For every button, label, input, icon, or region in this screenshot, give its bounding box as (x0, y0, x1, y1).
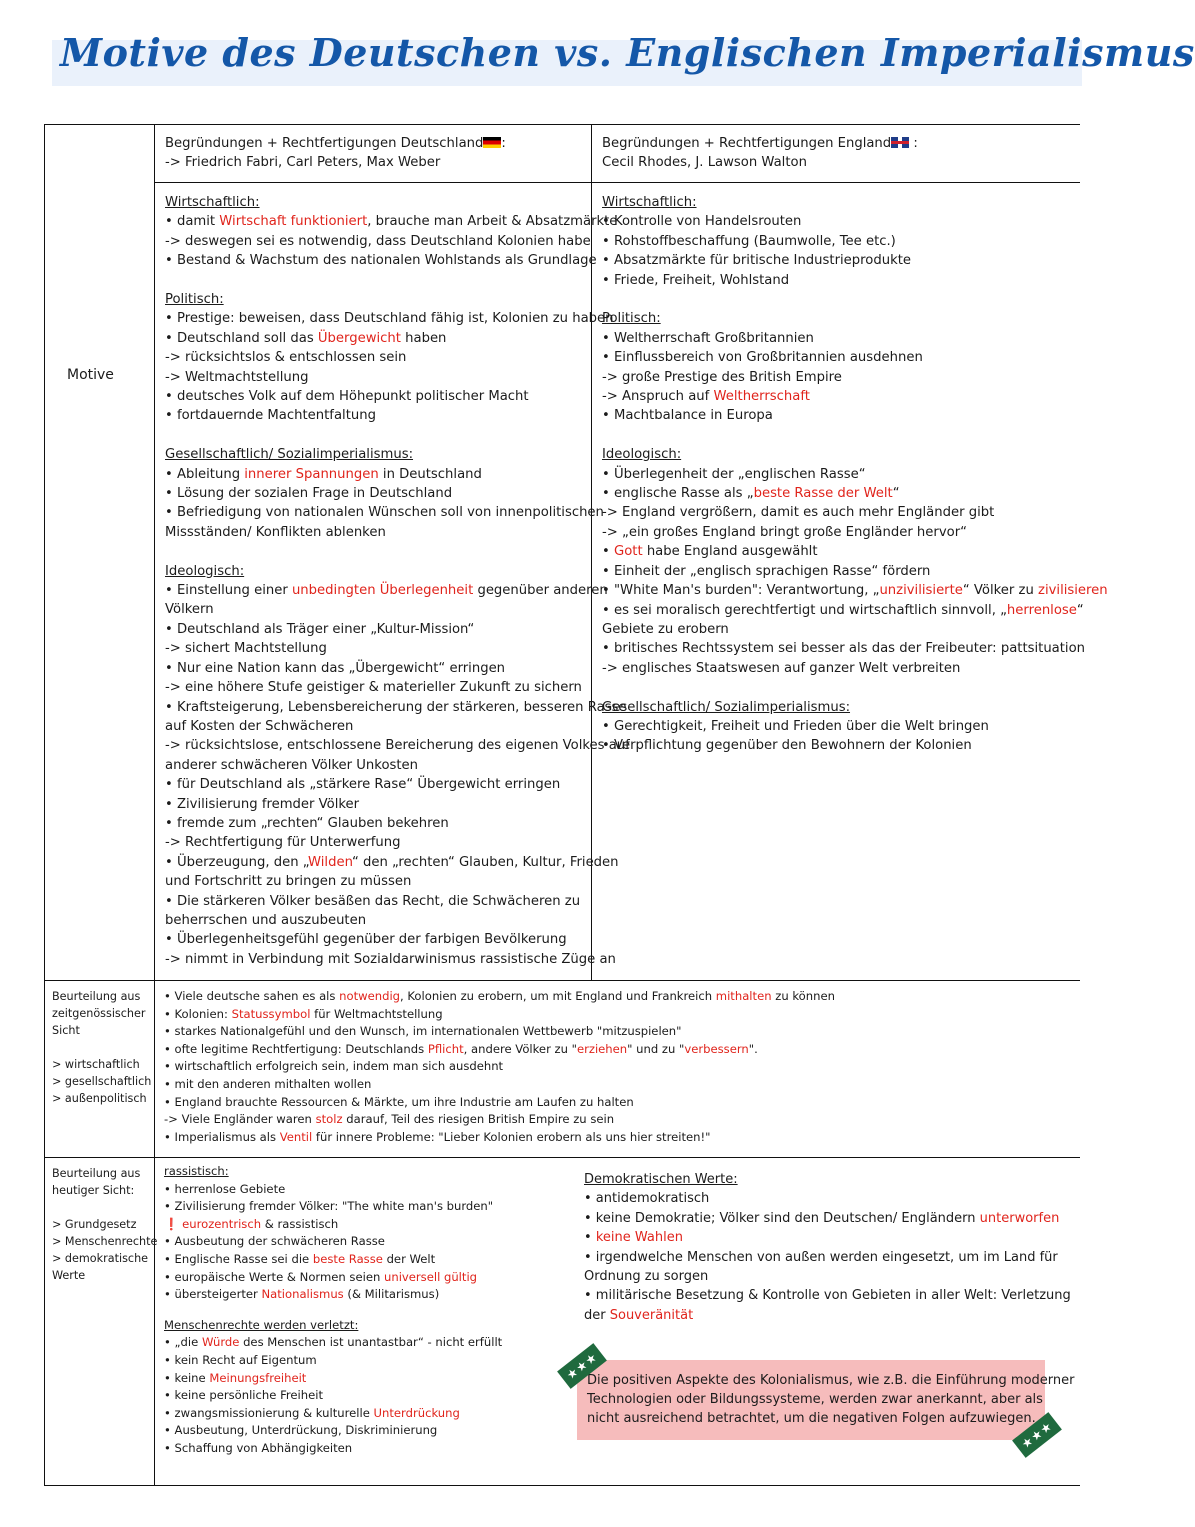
text-line (52, 1199, 157, 1216)
text-segment: • irgendwelche Menschen von außen werden eingesetzt, um im Land für (584, 1249, 1058, 1265)
text-segment: • mit den anderen mithalten wollen (164, 1076, 372, 1091)
text-segment: beherrschen und auszubeuten (165, 912, 367, 928)
text-segment: • für Deutschland als „stärkere Rase“ Übergewicht erringen (165, 777, 561, 793)
text-segment: zu können (771, 989, 835, 1003)
text-line (165, 387, 630, 406)
text-segment: • Überlegenheit der „englischen Rasse“ (602, 466, 866, 482)
text-line (164, 1058, 835, 1076)
text-segment: -> „ein großes England bringt große Engländer hervor“ (602, 524, 967, 540)
text-line (165, 736, 630, 755)
text-segment: • Imperialismus als (164, 1129, 280, 1144)
highlighted-text: unterworfen (979, 1210, 1060, 1226)
text-segment: • Ableitung (165, 466, 245, 482)
text-segment: • Kolonien: (164, 1006, 232, 1021)
text-segment: • keine (164, 1370, 210, 1385)
table-border-top (44, 124, 1080, 125)
highlighted-text: Souveränität (609, 1307, 694, 1323)
text-segment: • damit (165, 214, 220, 230)
text-segment: • ofte legitime Rechtfertigung: Deutschlands (164, 1041, 428, 1056)
text-segment: -> deswegen sei es notwendig, dass Deutschland Kolonien habe (165, 233, 591, 249)
text-segment: • kein Recht auf Eigentum (164, 1352, 317, 1367)
text-line (602, 212, 1108, 231)
header-germany-title: Begründungen + Rechtfertigungen Deutschland (165, 136, 484, 151)
section-heading: Demokratischen Werte: (584, 1172, 738, 1187)
text-line (164, 1198, 502, 1216)
text-segment: • (602, 544, 614, 560)
text-segment: , andere Völker zu " (463, 1041, 577, 1056)
text-segment: • fortdauernde Machtentfaltung (165, 408, 376, 424)
text-segment: “ (892, 486, 900, 502)
text-segment: • übersteigerter (164, 1287, 262, 1302)
text-line (165, 426, 630, 445)
text-line (164, 1251, 502, 1269)
row-divider-1 (44, 980, 1080, 981)
text-line (602, 562, 1108, 581)
text-line (602, 639, 1108, 658)
text-line (164, 1111, 835, 1129)
highlighted-text: Pflicht (427, 1041, 464, 1056)
text-line (165, 212, 630, 231)
text-line (164, 1334, 502, 1352)
text-line (165, 950, 630, 969)
text-segment: • zwangsmissionierung & kulturelle (164, 1405, 374, 1420)
text-segment: • Friede, Freiheit, Wohlstand (602, 272, 790, 288)
text-segment: Missständen/ Konflikten ablenken (165, 524, 386, 540)
text-line (602, 736, 1108, 755)
text-segment: • Kraftsteigerung, Lebensbereicherung der stärkeren, besseren Rasse (165, 699, 627, 715)
text-line (165, 271, 630, 290)
text-segment: • Rohstoffbeschaffung (Baumwolle, Tee etc.) (602, 233, 896, 249)
text-segment: -> England vergrößern, damit es auch mehr Engländer gibt (602, 505, 995, 521)
text-line (165, 930, 630, 949)
text-line (165, 853, 630, 872)
text-segment: und Fortschritt zu bringen zu müssen (165, 874, 412, 890)
text-segment: • Weltherrschaft Großbritannien (602, 330, 814, 346)
row-label-motive: Motive (67, 367, 114, 383)
text-segment: • fremde zum „rechten“ Glauben bekehren (165, 815, 449, 831)
header-england-title: Begründungen + Rechtfertigungen England (602, 136, 892, 151)
highlighted-text: universell gültig (384, 1269, 478, 1284)
text-line (164, 1181, 502, 1199)
text-segment: der Welt (382, 1251, 436, 1266)
text-line (165, 232, 630, 251)
text-line (165, 600, 630, 619)
text-segment: • antidemokratisch (584, 1191, 710, 1207)
note-text (587, 1371, 1075, 1428)
highlighted-text: Würde (201, 1335, 240, 1350)
highlighted-text: notwendig (339, 989, 401, 1003)
header-germany-authors: -> Friedrich Fabri, Carl Peters, Max Weber (165, 155, 441, 171)
text-line: Die positiven Aspekte des Kolonialismus, wie z.B. die Einführung moderner (587, 1373, 1075, 1388)
highlighted-text: Ventil (279, 1129, 313, 1144)
text-line (164, 1076, 835, 1094)
text-segment: • Zivilisierung fremder Völker (165, 796, 360, 812)
text-segment: -> sichert Machtstellung (165, 641, 327, 657)
text-segment: anderer schwächeren Völker Unkosten (165, 757, 419, 773)
text-segment: haben (400, 330, 447, 346)
text-line (602, 601, 1108, 620)
text-line: heutiger Sicht: (52, 1184, 135, 1197)
text-line (165, 368, 630, 387)
text-line (584, 1228, 1071, 1247)
modern-view-left (164, 1163, 502, 1458)
text-line (165, 445, 630, 464)
table-border-left (44, 124, 45, 1486)
text-segment: • Schaffung von Abhängigkeiten (164, 1440, 353, 1455)
text-line (602, 426, 1108, 445)
section-heading: Ideologisch: (602, 447, 682, 463)
text-segment: des Menschen ist unantastbar“ - nicht erfüllt (239, 1335, 503, 1350)
text-line (164, 1129, 835, 1147)
text-line (164, 1352, 502, 1370)
text-segment: • Viele deutsche sahen es als (164, 989, 340, 1003)
text-segment: • Einheit der „englisch sprachigen Rasse“ fördern (602, 563, 931, 579)
text-segment: • keine Demokratie; Völker sind den Deutschen/ Engländern (584, 1210, 980, 1226)
text-line (165, 309, 630, 328)
table-border-bottom (44, 1485, 1080, 1486)
row-label-zeitgenoessisch (52, 988, 151, 1107)
text-segment: -> eine höhere Stufe geistiger & materieller Zukunft zu sichern (165, 680, 582, 696)
contemporary-view (164, 988, 835, 1146)
text-line (584, 1267, 1071, 1286)
highlighted-text: herrenlose (1006, 602, 1077, 618)
highlighted-text: Meinungsfreiheit (209, 1370, 307, 1385)
text-line (164, 1422, 502, 1440)
highlighted-text: eurozentrisch (182, 1216, 262, 1231)
text-line (602, 406, 1108, 425)
text-segment: • Deutschland soll das (165, 330, 318, 346)
text-line: zeitgenössischer (52, 1007, 146, 1020)
text-segment: • herrenlose Gebiete (164, 1181, 286, 1196)
text-line (602, 678, 1108, 697)
header-germany: Begründungen + Rechtfertigungen Deutschland : -> Friedrich Fabri, Carl Peters, Max Weber (165, 134, 506, 173)
washi-tape-bottom-right: ★★★ (1012, 1412, 1062, 1458)
section-heading: Gesellschaftlich/ Sozialimperialismus: (602, 699, 851, 715)
highlighted-text: Gott (613, 544, 643, 560)
section-heading: Wirtschaftlich: (602, 195, 697, 210)
modern-view-right (584, 1170, 1071, 1325)
text-segment: darauf, Teil des riesigen British Empire zu sein (342, 1112, 615, 1127)
text-segment: • wirtschaftlich erfolgreich sein, indem man sich ausdehnt (164, 1059, 504, 1074)
text-line (165, 698, 630, 717)
text-segment: • Absatzmärkte für britische Industrieprodukte (602, 253, 911, 269)
text-line (165, 892, 630, 911)
text-segment: Gebiete zu erobern (602, 621, 729, 637)
text-line (165, 756, 630, 775)
text-segment: • Einflussbereich von Großbritannien ausdehnen (602, 350, 923, 366)
text-line (602, 251, 1108, 270)
section-heading: Politisch: (165, 292, 224, 308)
text-line: Beurteilung aus (52, 990, 141, 1003)
text-line (584, 1189, 1071, 1208)
text-segment: • Bestand & Wachstum des nationalen Wohlstands als Grundlage (165, 253, 597, 269)
highlighted-text: erziehen (576, 1041, 628, 1056)
text-segment: • Ausbeutung, Unterdrückung, Diskriminierung (164, 1423, 438, 1438)
text-line (602, 620, 1108, 639)
text-line (602, 368, 1108, 387)
text-line (602, 348, 1108, 367)
german-flag-icon (483, 137, 501, 148)
text-line (165, 290, 630, 309)
text-segment: “ (1076, 602, 1084, 618)
text-line (165, 620, 630, 639)
text-segment: • Englische Rasse sei die (164, 1251, 313, 1266)
text-line (165, 406, 630, 425)
text-line (602, 503, 1108, 522)
text-segment: , brauche man Arbeit & Absatzmärkte (367, 214, 618, 230)
text-line (165, 717, 630, 736)
germany-motives (165, 193, 630, 969)
text-line (164, 1094, 835, 1112)
text-segment: habe England ausgewählt (642, 544, 818, 560)
text-line (584, 1170, 1071, 1189)
highlighted-text: Statussymbol (231, 1006, 311, 1021)
text-segment: , Kolonien zu erobern, um mit England und Frankreich (400, 989, 716, 1003)
british-flag-icon (891, 137, 909, 148)
text-line: Technologien oder Bildungssysteme, werden zwar anerkannt, aber als (587, 1392, 1043, 1407)
text-line (602, 523, 1108, 542)
text-line (164, 1317, 502, 1335)
text-segment: • Die stärkeren Völker besäßen das Recht, die Schwächeren zu (165, 893, 581, 909)
highlighted-text: Weltherrschaft (713, 389, 810, 405)
text-line (584, 1286, 1071, 1305)
text-segment: • "White Man's burden": Verantwortung, „ (602, 583, 880, 599)
text-line (164, 1370, 502, 1388)
highlighted-text: mithalten (715, 989, 772, 1003)
text-segment: • Zivilisierung fremder Völker: "The white man's burden" (164, 1199, 494, 1214)
text-segment: • Lösung der sozialen Frage in Deutschland (165, 486, 453, 502)
text-line (165, 329, 630, 348)
text-segment: (& Militarismus) (343, 1287, 440, 1302)
text-segment: " und zu " (627, 1041, 685, 1056)
highlighted-text: Nationalismus (261, 1287, 344, 1302)
row-divider-2 (44, 1157, 1080, 1158)
section-heading: Politisch: (602, 311, 661, 327)
text-segment: • Ausbeutung der schwächeren Rasse (164, 1234, 385, 1249)
highlighted-text: verbessern (684, 1041, 749, 1056)
text-line (164, 1023, 835, 1041)
text-line (165, 581, 630, 600)
text-line (164, 1405, 502, 1423)
text-segment: • (584, 1230, 596, 1246)
text-line (164, 1216, 502, 1234)
section-heading: Menschenrechte werden verletzt: (164, 1317, 359, 1332)
text-line (164, 988, 835, 1006)
text-line (165, 523, 630, 542)
text-line: Beurteilung aus (52, 1167, 141, 1180)
text-line (165, 503, 630, 522)
text-segment: • Machtbalance in Europa (602, 408, 773, 424)
text-line (602, 659, 1108, 678)
text-line (164, 1006, 835, 1024)
text-segment: “ Völker zu (962, 583, 1039, 599)
text-line (165, 872, 630, 891)
text-line: > wirtschaftlich (52, 1058, 140, 1071)
text-segment: ". (748, 1041, 758, 1056)
text-line (602, 193, 1108, 212)
text-line (584, 1248, 1071, 1267)
text-segment: • England brauchte Ressourcen & Märkte, um ihre Industrie am Laufen zu halten (164, 1094, 634, 1109)
section-heading: Ideologisch: (165, 563, 245, 579)
text-line (602, 271, 1108, 290)
text-segment: -> rücksichtslos & entschlossen sein (165, 350, 407, 366)
text-segment: • britisches Rechtssystem sei besser als das der Freibeuter: pattsituation (602, 641, 1086, 657)
highlighted-text: innerer Spannungen (244, 466, 379, 482)
text-segment: -> Viele Engländer waren (164, 1112, 316, 1127)
text-line: nicht ausreichend betrachtet, um die negativen Folgen aufzuwiegen. (587, 1411, 1036, 1426)
highlighted-text: Unterdrückung (373, 1405, 460, 1420)
text-segment: -> Rechtfertigung für Unterwerfung (165, 835, 401, 851)
text-segment: • Prestige: beweisen, dass Deutschland fähig ist, Kolonien zu haben (165, 311, 614, 327)
highlighted-text: Wilden (308, 854, 352, 870)
text-segment: auf Kosten der Schwächeren (165, 718, 354, 734)
text-segment: für Weltmachtstellung (310, 1006, 443, 1021)
text-segment: -> große Prestige des British Empire (602, 369, 842, 385)
highlighted-text: unzivilisierte (879, 583, 963, 599)
text-line: > gesellschaftlich (52, 1075, 152, 1088)
text-segment: -> nimmt in Verbindung mit Sozialdarwinismus rassistische Züge an (165, 951, 616, 967)
text-segment: • Befriedigung von nationalen Wünschen soll von innenpolitischen (165, 505, 604, 521)
text-segment: für innere Probleme: "Lieber Kolonien erobern als uns hier streiten!" (312, 1129, 711, 1144)
washi-tape-top-left: ★★★ (557, 1343, 607, 1389)
row-label-heutig (52, 1165, 157, 1284)
text-line (165, 775, 630, 794)
highlighted-text: zivilisieren (1038, 583, 1108, 599)
text-segment: -> Weltmachtstellung (165, 369, 309, 385)
text-line (602, 484, 1108, 503)
highlighted-text: Wirtschaft funktioniert (219, 214, 368, 230)
england-motives (602, 193, 1108, 756)
text-line (602, 698, 1108, 717)
text-line (164, 1041, 835, 1059)
text-line (165, 465, 630, 484)
text-line: > außenpolitisch (52, 1092, 147, 1105)
text-line: > Menschenrechte (52, 1235, 158, 1248)
text-line (602, 232, 1108, 251)
highlighted-text: beste Rasse (312, 1251, 383, 1266)
text-line: Werte (52, 1269, 86, 1282)
text-segment: • Deutschland als Träger einer „Kultur-Mission“ (165, 621, 475, 637)
text-segment: Völkern (165, 602, 214, 618)
text-line (165, 659, 630, 678)
text-line (602, 581, 1108, 600)
text-line: > Grundgesetz (52, 1218, 137, 1231)
text-line (602, 309, 1108, 328)
text-line (602, 542, 1108, 561)
highlighted-text: stolz (315, 1112, 343, 1127)
text-segment: • europäische Werte & Normen seien (164, 1269, 384, 1284)
text-segment: • militärische Besetzung & Kontrolle von Gebieten in aller Welt: Verletzung (584, 1288, 1071, 1304)
text-line (165, 639, 630, 658)
text-line (165, 542, 630, 561)
text-segment: Ordnung zu sorgen (584, 1269, 709, 1285)
highlighted-text: unbedingten Überlegenheit (291, 583, 474, 599)
text-segment: • englische Rasse als „ (602, 486, 754, 502)
text-line (584, 1209, 1071, 1228)
text-line (165, 678, 630, 697)
text-line (164, 1233, 502, 1251)
text-line (602, 329, 1108, 348)
text-segment: • es sei moralisch gerechtfertigt und wirtschaftlich sinnvoll, „ (602, 602, 1007, 618)
text-segment: • Überzeugung, den „ (165, 854, 309, 870)
text-line (165, 814, 630, 833)
text-line (165, 833, 630, 852)
section-heading: Wirtschaftlich: (165, 195, 260, 210)
text-segment: • deutsches Volk auf dem Höhepunkt politischer Macht (165, 389, 529, 405)
text-line (164, 1286, 502, 1304)
highlighted-text: Übergewicht (317, 330, 401, 346)
text-segment: -> rücksichtslose, entschlossene Bereicherung des eigenen Volkes auf (165, 738, 630, 754)
highlighted-text: beste Rasse der Welt (753, 486, 893, 502)
header-divider (154, 182, 1080, 183)
text-line (165, 251, 630, 270)
text-line (164, 1163, 502, 1181)
text-segment: -> englisches Staatswesen auf ganzer Welt verbreiten (602, 660, 961, 676)
text-segment: • Kontrolle von Handelsrouten (602, 214, 802, 230)
highlighted-text: keine Wahlen (595, 1230, 683, 1246)
text-line (165, 911, 630, 930)
section-heading: rassistisch: (164, 1164, 229, 1178)
text-line (165, 795, 630, 814)
text-segment: • keine persönliche Freiheit (164, 1388, 324, 1403)
text-line (602, 465, 1108, 484)
header-england: Begründungen + Rechtfertigungen England : Cecil Rhodes, J. Lawson Walton (602, 134, 918, 173)
highlighted-text: ❗ (164, 1216, 183, 1231)
text-segment: • Überlegenheitsgefühl gegenüber der farbigen Bevölkerung (165, 932, 567, 948)
text-segment: • Einstellung einer (165, 583, 292, 599)
text-line: > demokratische (52, 1252, 149, 1265)
text-line (165, 562, 630, 581)
text-segment: & rassistisch (261, 1216, 339, 1231)
text-segment: • starkes Nationalgefühl und den Wunsch, im internationalen Wettbewerb "mitzuspielen" (164, 1024, 682, 1039)
text-segment: -> Anspruch auf (602, 389, 714, 405)
text-segment: gegenüber anderen (473, 583, 608, 599)
text-line (584, 1306, 1071, 1325)
text-segment: • Verpflichtung gegenüber den Bewohnern der Kolonien (602, 738, 972, 754)
header-england-authors: Cecil Rhodes, J. Lawson Walton (602, 155, 807, 171)
text-line (164, 1304, 502, 1317)
text-segment: • Gerechtigkeit, Freiheit und Frieden über die Welt bringen (602, 718, 989, 734)
text-line (165, 193, 630, 212)
section-heading: Gesellschaftlich/ Sozialimperialismus: (165, 447, 414, 463)
text-segment: der (584, 1307, 610, 1323)
text-segment: in Deutschland (378, 466, 482, 482)
text-line (164, 1440, 502, 1458)
text-line (165, 484, 630, 503)
text-line (164, 1387, 502, 1405)
text-segment: • Nur eine Nation kann das „Übergewicht“ erringen (165, 660, 506, 676)
text-line (52, 1039, 151, 1056)
text-line (602, 290, 1108, 309)
text-segment: “ den „rechten“ Glauben, Kultur, Frieden (351, 854, 619, 870)
text-line (602, 717, 1108, 736)
text-line: Sicht (52, 1024, 80, 1037)
text-line (602, 387, 1108, 406)
text-segment: • „die (164, 1335, 202, 1350)
page-title: Motive des Deutschen vs. Englischen Imperialismus (60, 30, 1195, 75)
text-line (164, 1269, 502, 1287)
text-line (602, 445, 1108, 464)
text-line (165, 348, 630, 367)
